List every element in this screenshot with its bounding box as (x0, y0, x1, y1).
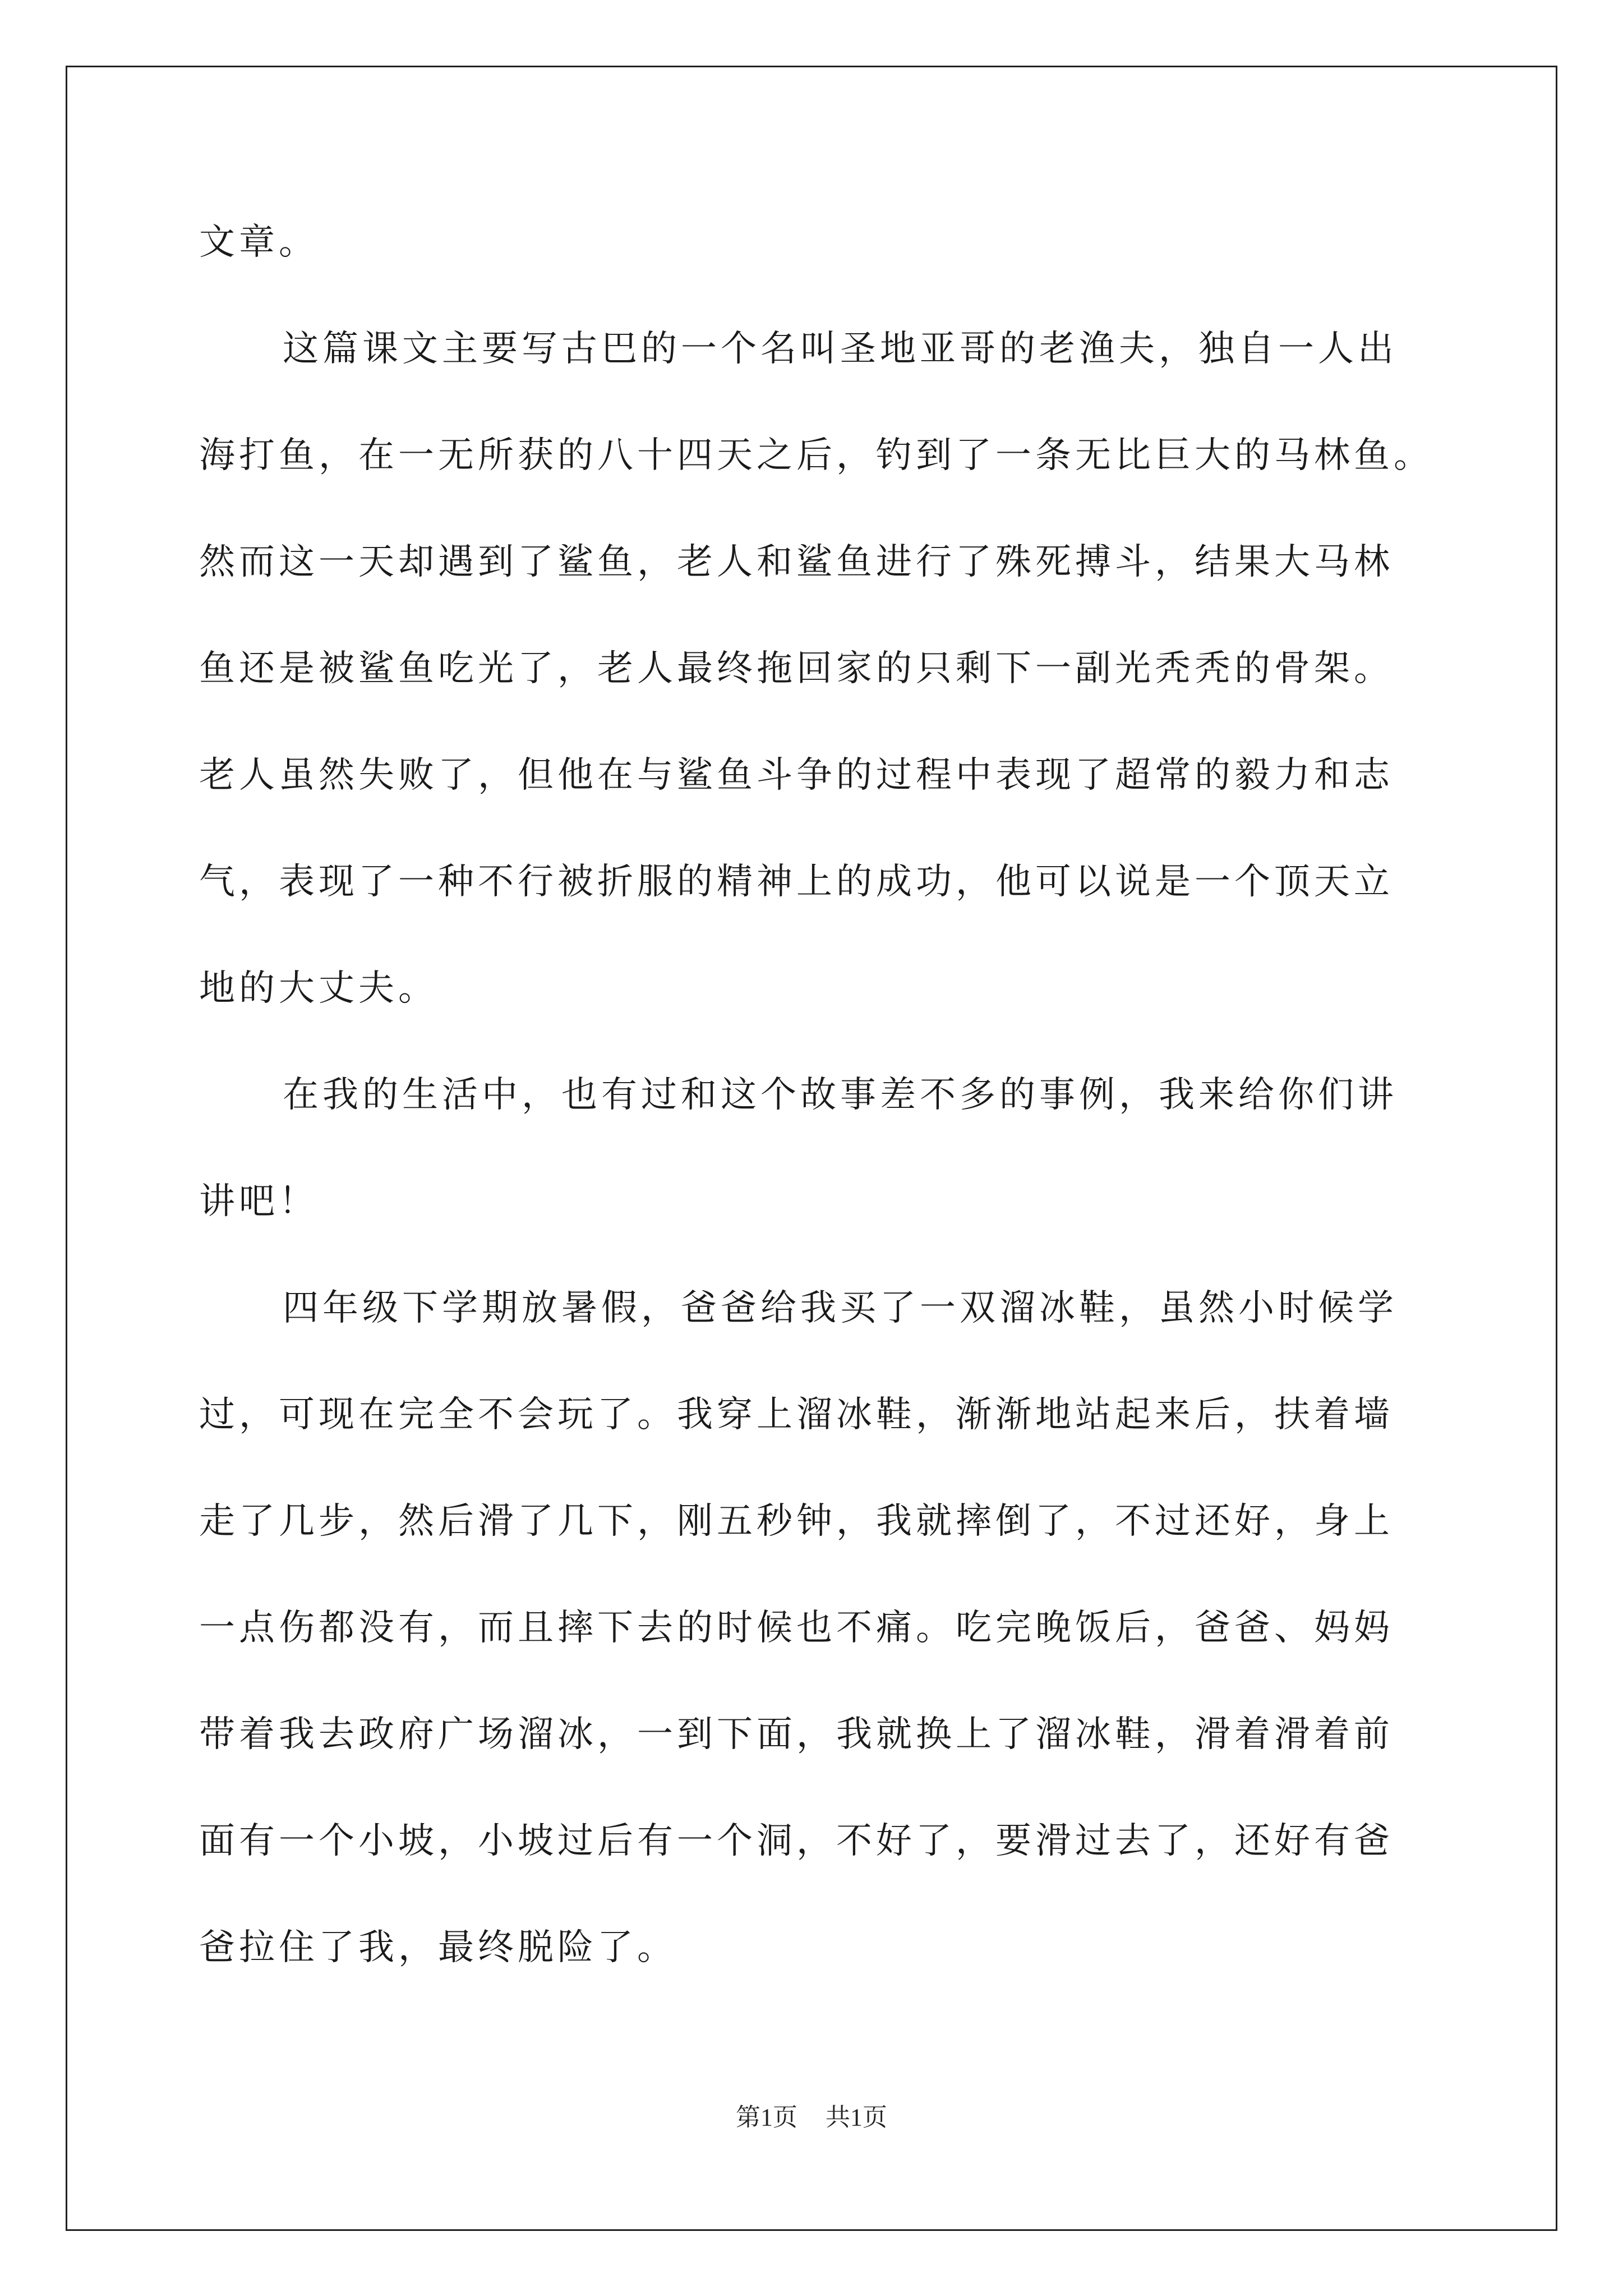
total-pages: 共1页 (826, 2104, 887, 2131)
page-border (66, 66, 1557, 2231)
text-line: 讲吧！ (199, 1181, 319, 1222)
text-line: 鱼还是被鲨鱼吃光了，老人最终拖回家的只剩下一副光秃秃的骨架。 (199, 648, 1394, 689)
text-line: 带着我去政府广场溜冰，一到下面，我就换上了溜冰鞋，滑着滑着前 (199, 1714, 1394, 1755)
text-line: 地的大丈夫。 (199, 968, 438, 1009)
text-line: 这篇课文主要写古巴的一个名叫圣地亚哥的老渔夫，独自一人出 (283, 328, 1398, 370)
text-line: 走了几步，然后滑了几下，刚五秒钟，我就摔倒了，不过还好，身上 (199, 1501, 1394, 1542)
text-line: 老人虽然失败了，但他在与鲨鱼斗争的过程中表现了超常的毅力和志 (199, 754, 1394, 796)
text-line: 然而这一天却遇到了鲨鱼，老人和鲨鱼进行了殊死搏斗，结果大马林 (199, 541, 1394, 583)
text-line: 一点伤都没有，而且摔下去的时候也不痛。吃完晚饭后，爸爸、妈妈 (199, 1607, 1394, 1649)
text-line: 海打鱼，在一无所获的八十四天之后，钓到了一条无比巨大的马林鱼。 (199, 435, 1433, 476)
text-line: 过，可现在完全不会玩了。我穿上溜冰鞋，渐渐地站起来后，扶着墙 (199, 1394, 1394, 1435)
text-line: 在我的生活中，也有过和这个故事差不多的事例，我来给你们讲 (283, 1074, 1398, 1116)
text-line: 文章。 (199, 222, 319, 263)
text-line: 爸拉住了我，最终脱险了。 (199, 1927, 677, 1968)
text-line: 气，表现了一种不行被折服的精神上的成功，他可以说是一个顶天立 (199, 861, 1394, 903)
text-line: 面有一个小坡，小坡过后有一个洞，不好了，要滑过去了，还好有爸 (199, 1820, 1394, 1862)
text-line: 四年级下学期放暑假，爸爸给我买了一双溜冰鞋，虽然小时候学 (283, 1287, 1398, 1329)
page-footer (0, 2101, 1623, 2134)
page-number: 第1页 (736, 2104, 797, 2131)
